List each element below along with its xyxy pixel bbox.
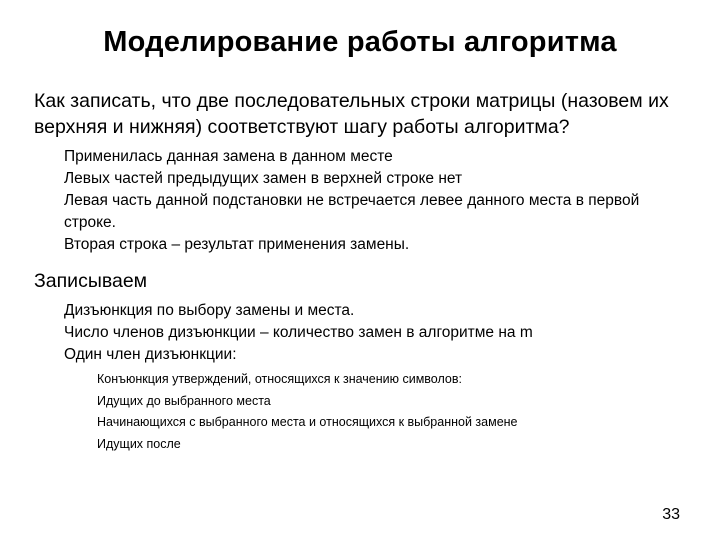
list-item: Левая часть данной подстановки не встречается левее данного места в первой строке. (64, 192, 640, 231)
sub-list-item: Идущих после (97, 436, 181, 451)
intro-list (34, 146, 684, 256)
sub-list (34, 369, 684, 455)
intro-question: Как записать, что две последовательных строки матрицы (назовем их верхняя и нижняя) соответствуют шагу работы алгоритма? (34, 90, 669, 138)
slide-title: Моделирование работы алгоритма (103, 26, 617, 58)
list-item: Вторая строка – результат применения замены. (64, 236, 410, 253)
section2-list (34, 300, 684, 366)
section-heading: Записываем (34, 270, 148, 292)
list-item: Левых частей предыдущих замен в верхней строке нет (64, 170, 463, 187)
list-item: Дизъюнкция по выбору замены и места. (64, 302, 355, 319)
sub-list-item: Начинающихся с выбранного места и относящихся к выбранной замене (97, 415, 518, 429)
sub-list-item: Идущих до выбранного места (97, 393, 271, 408)
slide-body (34, 88, 684, 455)
list-item: Число членов дизъюнкции – количество замен в алгоритме на m (64, 324, 533, 341)
list-item: Применилась данная замена в данном месте (64, 148, 393, 165)
list-item: Один член дизъюнкции: (64, 346, 237, 363)
page-number: 33 (662, 506, 680, 523)
sub-list-item: Конъюнкция утверждений, относящихся к значению символов: (97, 372, 462, 386)
